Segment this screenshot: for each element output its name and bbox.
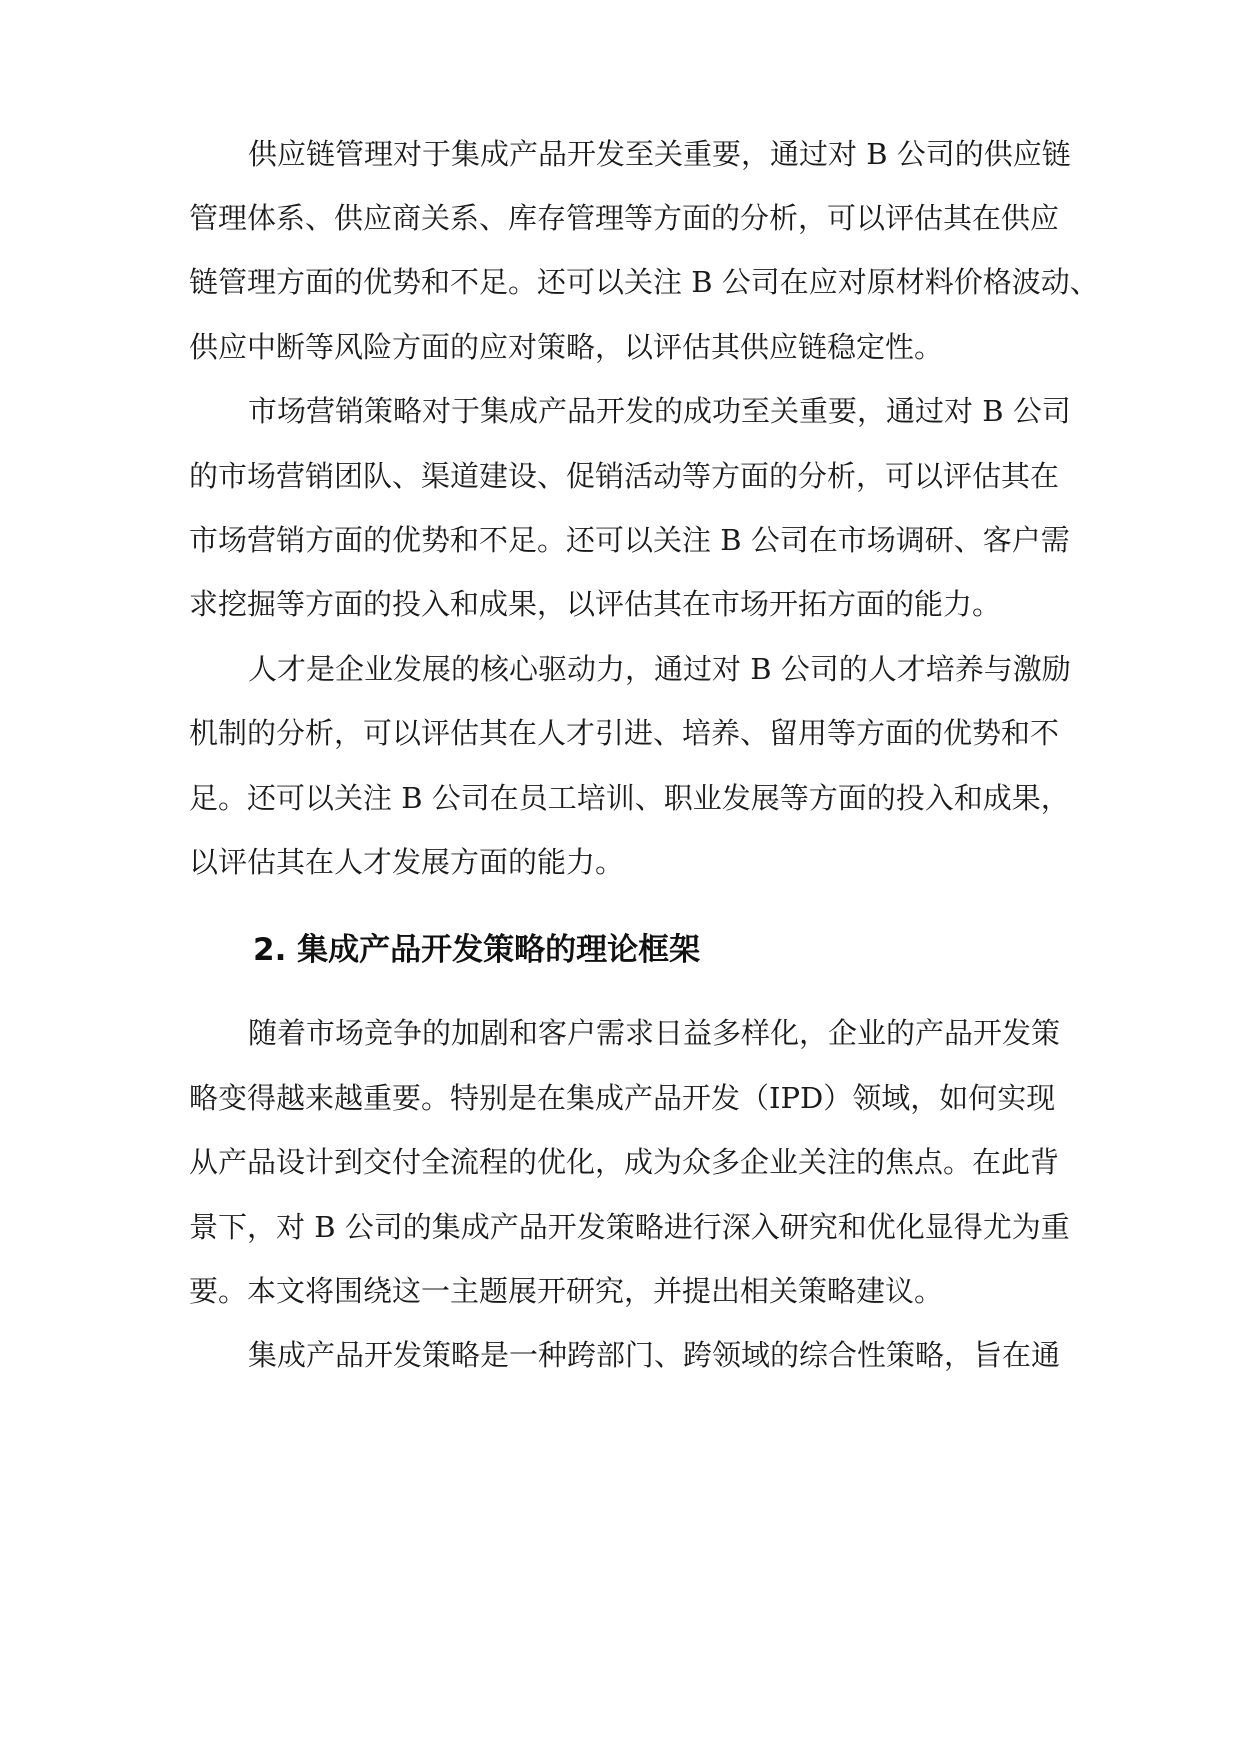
paragraph-1-line-1: 供应链管理对于集成产品开发至关重要，通过对 B 公司的供应链 — [248, 137, 1071, 171]
section-heading: 2. 集成产品开发策略的理论框架 — [253, 932, 701, 968]
paragraph-2-line-1: 市场营销策略对于集成产品开发的成功至关重要，通过对 B 公司 — [248, 394, 1071, 428]
paragraph-4-line-2: 略变得越来越重要。特别是在集成产品开发（IPD）领域，如何实现 — [189, 1081, 1056, 1115]
paragraph-4-line-5: 要。本文将围绕这一主题展开研究，并提出相关策略建议。 — [189, 1274, 944, 1308]
paragraph-4-line-3: 从产品设计到交付全流程的优化，成为众多企业关注的焦点。在此背 — [189, 1145, 1060, 1179]
paragraph-3-line-3: 足。还可以关注 B 公司在员工培训、职业发展等方面的投入和成果， — [189, 781, 1070, 815]
paragraph-5-line-1: 集成产品开发策略是一种跨部门、跨领域的综合性策略，旨在通 — [248, 1338, 1061, 1372]
paragraph-4-line-4: 景下，对 B 公司的集成产品开发策略进行深入研究和优化显得尤为重 — [189, 1210, 1070, 1244]
paragraph-2-line-2: 的市场营销团队、渠道建设、促销活动等方面的分析，可以评估其在 — [189, 459, 1060, 493]
paragraph-2-line-4: 求挖掘等方面的投入和成果，以评估其在市场开拓方面的能力。 — [189, 587, 1002, 621]
paragraph-2-line-3: 市场营销方面的优势和不足。还可以关注 B 公司在市场调研、客户需 — [189, 523, 1070, 557]
paragraph-4-line-1: 随着市场竞争的加剧和客户需求日益多样化，企业的产品开发策 — [248, 1016, 1061, 1050]
paragraph-3-line-4: 以评估其在人才发展方面的能力。 — [189, 845, 625, 879]
paragraph-1-line-4: 供应中断等风险方面的应对策略，以评估其供应链稳定性。 — [189, 330, 944, 364]
paragraph-3-line-1: 人才是企业发展的核心驱动力，通过对 B 公司的人才培养与激励 — [248, 652, 1071, 686]
paragraph-3-line-2: 机制的分析，可以评估其在人才引进、培养、留用等方面的优势和不 — [189, 716, 1060, 750]
paragraph-1-line-2: 管理体系、供应商关系、库存管理等方面的分析，可以评估其在供应 — [189, 201, 1060, 235]
paragraph-1-line-3: 链管理方面的优势和不足。还可以关注 B 公司在应对原材料价格波动、 — [189, 265, 1099, 299]
